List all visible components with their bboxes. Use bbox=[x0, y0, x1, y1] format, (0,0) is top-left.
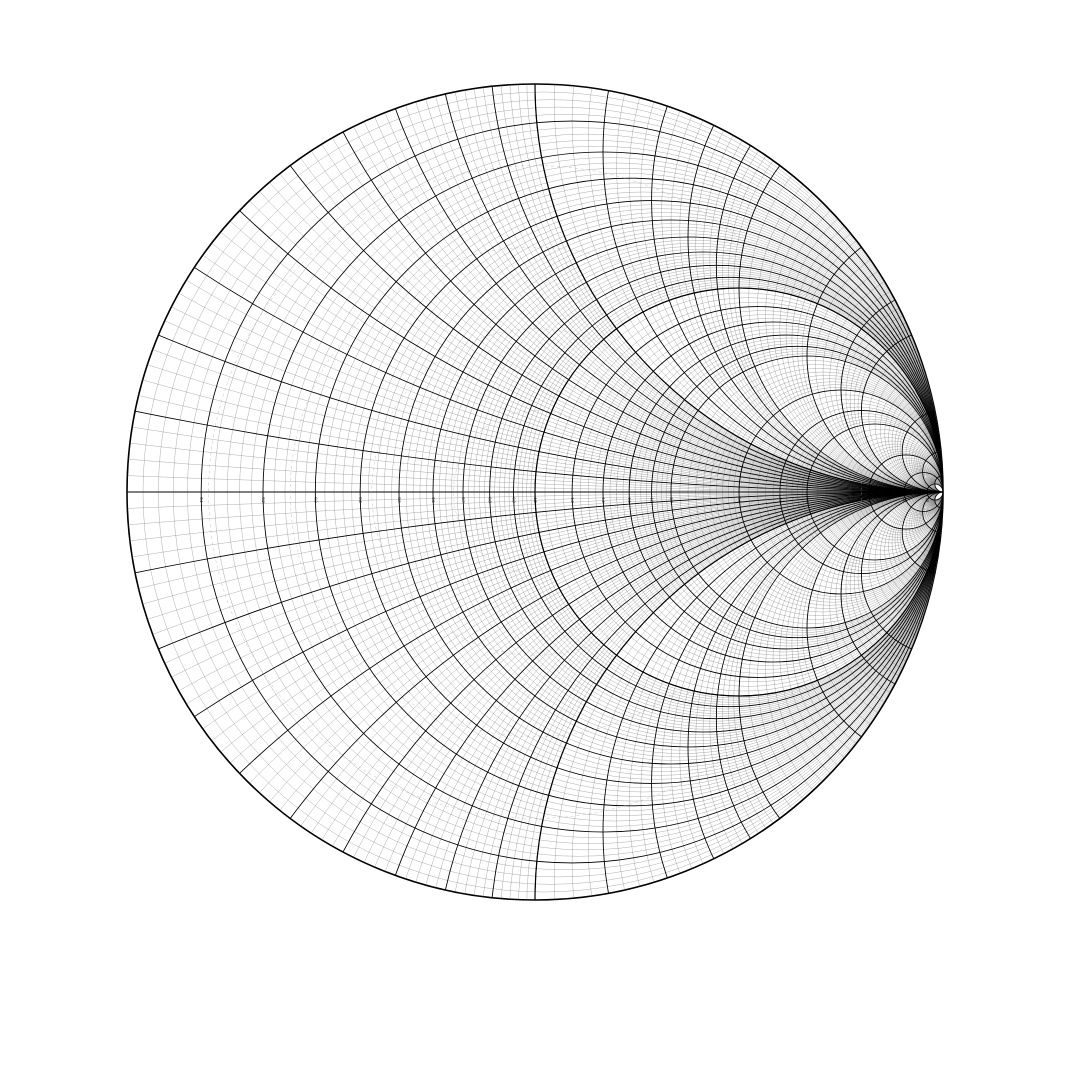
resistance-label: 1.6 bbox=[627, 497, 633, 503]
resistance-label: 0.7 bbox=[461, 497, 467, 503]
reactance-grid-fine bbox=[240, 492, 1080, 1080]
resistance-label: 1.0 bbox=[533, 497, 539, 503]
resistance-label: 0.4 bbox=[358, 497, 364, 503]
reactance-grid-fine bbox=[509, 0, 1080, 492]
reactance-arc bbox=[652, 0, 1080, 492]
reactance-grid-fine bbox=[836, 492, 1051, 707]
reactance-grid-fine bbox=[823, 492, 1063, 732]
reactance-arc bbox=[487, 492, 1080, 1080]
reactance-grid-fine bbox=[263, 492, 1080, 1080]
reactance-grid-fine bbox=[773, 152, 1080, 492]
resistance-label: 0.2 bbox=[261, 497, 267, 503]
resistance-label: 20 bbox=[902, 497, 908, 503]
reactance-grid-fine bbox=[696, 492, 1080, 987]
reactance-grid-fine bbox=[588, 0, 1080, 492]
resistance-label: 1.8 bbox=[649, 497, 655, 503]
resistance-label: 0.6 bbox=[431, 497, 437, 503]
reactance-grid-fine bbox=[671, 492, 1080, 1036]
reactance-grid-fine bbox=[285, 492, 1080, 1080]
resistance-label: 2.0 bbox=[669, 497, 675, 503]
reactance-grid-fine bbox=[652, 0, 1080, 492]
reactance-grid-fine bbox=[641, 492, 1080, 1080]
reactance-grid-fine bbox=[749, 103, 1080, 492]
reactance-grid-fine bbox=[360, 492, 1080, 1080]
resistance-label: 10 bbox=[866, 497, 872, 503]
reactance-grid-fine bbox=[758, 121, 1080, 492]
reactance-arc bbox=[360, 492, 1080, 1080]
reactance-arc bbox=[807, 220, 1079, 492]
resistance-label: 4.0 bbox=[777, 497, 783, 503]
reactance-grid-fine bbox=[696, 0, 1080, 492]
reactance-grid-fine bbox=[671, 0, 1080, 492]
reactance-grid-fine bbox=[830, 265, 1057, 492]
reactance-grid-fine bbox=[807, 492, 1079, 764]
reactance-grid-fine bbox=[617, 492, 1080, 1080]
resistance-label: 1.4 bbox=[601, 497, 607, 503]
reactance-arc bbox=[490, 0, 1080, 492]
reactance-arc bbox=[603, 0, 1080, 492]
reactance-grid-fine bbox=[187, 0, 1080, 492]
reactance-grid-fine bbox=[457, 0, 1080, 492]
reactance-arc bbox=[263, 492, 1080, 1080]
reactance-grid-fine bbox=[376, 0, 1080, 492]
reactance-grid-fine bbox=[479, 492, 1080, 1080]
reactance-grid-fine bbox=[617, 0, 1080, 492]
reactance-grid-fine bbox=[158, 0, 1080, 492]
reactance-grid-fine bbox=[773, 492, 1080, 832]
reactance-grid-fine bbox=[662, 0, 1080, 492]
reactance-grid-fine bbox=[716, 492, 1080, 945]
reactance-grid-fine bbox=[214, 492, 1080, 1080]
reactance-grid-fine bbox=[469, 0, 1080, 492]
reactance-grid-fine bbox=[710, 492, 1080, 958]
reactance-grid-fine bbox=[527, 492, 1080, 1080]
resistance-label: 5.0 bbox=[805, 497, 811, 503]
reactance-grid-fine bbox=[490, 0, 1080, 492]
reactance-grid-fine bbox=[680, 0, 1080, 492]
reactance-grid-fine bbox=[716, 39, 1080, 492]
reactance-arc bbox=[716, 39, 1080, 492]
resistance-label: 0.8 bbox=[487, 497, 493, 503]
resistance-label: 0.3 bbox=[313, 497, 319, 503]
reactance-grid-fine bbox=[433, 492, 1080, 1080]
reactance-grid-fine bbox=[807, 220, 1079, 492]
resistance-label: 1.2 bbox=[570, 497, 576, 503]
reactance-grid-fine bbox=[629, 0, 1080, 492]
reactance-grid-fine bbox=[554, 0, 1080, 492]
reactance-arc bbox=[433, 492, 1080, 1080]
reactance-grid-fine bbox=[527, 0, 1080, 492]
reactance-grid-fine bbox=[479, 0, 1080, 492]
reactance-grid-fine bbox=[758, 492, 1080, 863]
reactance-grid-fine bbox=[629, 492, 1080, 1080]
resistance-label: 0.9 bbox=[511, 497, 517, 503]
reactance-grid-fine bbox=[445, 492, 1080, 1080]
reactance-grid-fine bbox=[662, 492, 1080, 1055]
reactance-arc bbox=[807, 492, 1079, 764]
reactance-grid-fine bbox=[749, 492, 1080, 881]
reactance-grid-fine bbox=[187, 492, 1080, 1080]
reactance-grid-fine bbox=[487, 492, 1080, 1080]
reactance-grid-fine bbox=[343, 492, 1080, 1080]
reactance-grid-fine bbox=[823, 252, 1063, 492]
reactance-grid-fine bbox=[500, 0, 1080, 492]
reactance-grid-fine bbox=[836, 277, 1051, 492]
resistance-label: 0.1 bbox=[199, 497, 205, 503]
resistance-label: 3.0 bbox=[737, 497, 743, 503]
reactance-arc bbox=[716, 492, 1080, 945]
reactance-grid-fine bbox=[603, 0, 1080, 492]
reactance-grid-fine bbox=[392, 492, 1080, 1080]
reactance-grid-fine bbox=[710, 26, 1080, 492]
reactance-grid-fine bbox=[376, 492, 1080, 1080]
reactance-grid-fine bbox=[518, 492, 1080, 1080]
reactance-grid-fine bbox=[127, 492, 1080, 1080]
resistance-label: 0.5 bbox=[397, 497, 403, 503]
reactance-grid-fine bbox=[830, 492, 1057, 719]
reactance-arc bbox=[127, 492, 1080, 1080]
resistance-label: 50 bbox=[925, 497, 931, 503]
